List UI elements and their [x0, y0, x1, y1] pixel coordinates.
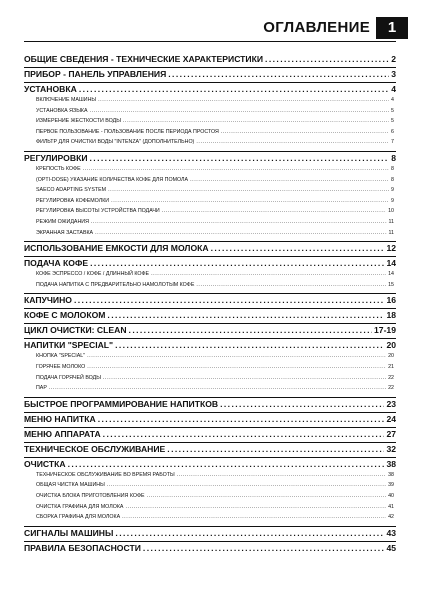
toc-entry-title: КОФЕ ЭСПРЕССО / КОФЕ / ДЛИННЫЙ КОФЕ	[36, 271, 150, 278]
toc-page-number: 9	[391, 187, 394, 194]
toc-page-number: 21	[388, 364, 394, 370]
toc-separator	[24, 256, 396, 257]
toc-entry-title: СБОРКА ГРАФИНА ДЛЯ МОЛОКА	[36, 514, 121, 521]
toc-page-number: 14	[386, 258, 396, 269]
toc-entry-title: ОБЩИЕ СВЕДЕНИЯ - ТЕХНИЧЕСКИЕ ХАРАКТЕРИСТИКИ	[24, 54, 264, 64]
toc-separator	[24, 526, 396, 527]
toc-page-number: 6	[391, 128, 394, 135]
toc-subentry[interactable]	[30, 384, 394, 392]
toc-leader-dots	[211, 243, 385, 254]
toc-entry[interactable]	[24, 84, 396, 95]
toc-leader-dots	[265, 54, 389, 65]
toc-page-number: 38	[388, 471, 394, 478]
toc-leader-dots	[129, 325, 372, 336]
toc-entry[interactable]	[24, 444, 396, 455]
toc-leader-dots	[190, 176, 389, 184]
toc-page-number: 2	[391, 54, 396, 64]
toc-subentry[interactable]	[30, 481, 394, 489]
toc-page-number: 40	[388, 493, 394, 499]
toc-leader-dots	[111, 197, 389, 205]
toc-subentry[interactable]	[30, 128, 394, 136]
toc-page-number: 23	[386, 398, 396, 409]
toc-subentry[interactable]	[30, 138, 394, 146]
toc-page-number: 8	[391, 176, 394, 183]
toc-subentry[interactable]	[30, 117, 394, 125]
toc-subentry[interactable]	[30, 107, 394, 115]
toc-entry-title: ПАР	[36, 385, 47, 392]
chapter-number-badge: 1	[376, 17, 408, 39]
toc-page-number: 11	[388, 219, 394, 225]
toc-entry[interactable]	[24, 414, 396, 425]
toc-leader-dots	[122, 513, 386, 521]
toc-leader-dots	[90, 258, 384, 269]
toc-leader-dots	[103, 374, 386, 382]
toc-entry[interactable]	[24, 325, 396, 336]
toc-separator	[24, 457, 396, 458]
toc-entry[interactable]	[24, 54, 396, 65]
toc-leader-dots	[83, 165, 389, 173]
toc-page-number: 18	[386, 310, 396, 321]
toc-page-number: 5	[391, 107, 394, 114]
toc-subentry[interactable]	[30, 352, 394, 360]
toc-subentry[interactable]	[30, 281, 394, 289]
toc-page-number: 22	[388, 374, 394, 381]
toc-entry-title: SAECO ADAPTING SYSTEM	[36, 187, 107, 194]
toc-page-number: 38	[386, 458, 396, 469]
toc-entry[interactable]	[24, 459, 396, 470]
toc-leader-dots	[98, 96, 389, 104]
toc-entry[interactable]	[24, 295, 396, 306]
toc-page-number: 15	[388, 281, 394, 288]
toc-subentry[interactable]	[30, 363, 394, 371]
toc-leader-dots	[49, 384, 386, 392]
toc-entry-title: ПОДАЧА ГОРЯЧЕЙ ВОДЫ	[36, 374, 101, 381]
toc-entry-title: РЕГУЛИРОВКИ	[24, 153, 88, 163]
toc-leader-dots	[90, 107, 390, 115]
toc-page-number: 8	[391, 153, 396, 163]
toc-entry[interactable]	[24, 243, 396, 254]
toc-leader-dots	[115, 340, 384, 351]
toc-entry-title: ЭКРАННАЯ ЗАСТАВКА	[36, 229, 94, 236]
toc-entry-title: ОЧИСТКА ГРАФИНА ДЛЯ МОЛОКА	[36, 503, 124, 510]
toc-subentry[interactable]	[30, 270, 394, 278]
toc-entry-title: КАПУЧИНО	[24, 295, 72, 306]
toc-entry-title: ОБЩАЯ ЧИСТКА МАШИНЫ	[36, 482, 105, 489]
toc-page-number: 17-19	[374, 325, 396, 336]
toc-page-number: 43	[386, 527, 396, 538]
toc-separator	[24, 397, 396, 398]
toc-entry-title: КРЕПОСТЬ КОФЕ	[36, 166, 81, 172]
toc-page-number: 16	[386, 295, 396, 306]
toc-leader-dots	[167, 444, 384, 455]
toc-leader-dots	[168, 69, 389, 80]
toc-leader-dots	[220, 399, 384, 410]
toc-separator	[24, 427, 396, 428]
toc-subentry[interactable]	[30, 197, 394, 205]
toc-entry-title: ИСПОЛЬЗОВАНИЕ ЕМКОСТИ ДЛЯ МОЛОКА	[24, 243, 209, 254]
toc-leader-dots	[125, 503, 386, 511]
toc-separator	[24, 293, 396, 294]
toc-entry-title: НАПИТКИ "SPECIAL"	[24, 340, 114, 351]
toc-subentry[interactable]	[30, 492, 394, 500]
toc-page-number: 7	[391, 139, 394, 146]
toc-separator	[24, 82, 396, 83]
toc-separator	[24, 412, 396, 413]
toc-separator	[24, 541, 396, 542]
toc-subentry[interactable]	[30, 471, 394, 479]
toc-leader-dots	[79, 84, 389, 95]
toc-page-number: 14	[388, 271, 394, 278]
toc-entry-title: РЕГУЛИРОВКА КОФЕМОЛКИ	[36, 197, 110, 204]
toc-subentry[interactable]	[30, 186, 394, 194]
toc-page-number: 45	[386, 542, 396, 553]
toc-leader-dots	[123, 117, 389, 125]
toc-entry[interactable]	[24, 310, 396, 321]
toc-leader-dots	[177, 471, 386, 479]
toc-entry-title: СИГНАЛЫ МАШИНЫ	[24, 527, 114, 538]
toc-entry-title: МЕНЮ НАПИТКА	[24, 413, 96, 424]
toc-page-number: 10	[388, 208, 394, 215]
toc-entry-title: ПОДАЧА НАПИТКА С ПРЕДВАРИТЕЛЬНО НАМОЛОТЫМ КОФЕ	[36, 281, 195, 288]
toc-leader-dots	[162, 207, 386, 215]
toc-separator	[24, 241, 396, 242]
toc-entry-title: КОФЕ С МОЛОКОМ	[24, 310, 106, 321]
toc-page-number: 27	[386, 428, 396, 439]
toc-leader-dots	[103, 429, 385, 440]
toc-subentry[interactable]	[30, 374, 394, 382]
toc-leader-dots	[95, 229, 386, 237]
toc-entry-title: ГОРЯЧЕЕ МОЛОКО	[36, 364, 86, 370]
toc-leader-dots	[107, 310, 384, 321]
toc-leader-dots	[74, 295, 384, 306]
toc-leader-dots	[107, 481, 386, 489]
toc-entry-title: УСТАНОВКА	[24, 84, 77, 94]
toc-entry-title: КНОПКА "SPECIAL"	[36, 353, 86, 360]
toc-entry-title: ИЗМЕРЕНИЕ ЖЕСТКОСТИ ВОДЫ	[36, 118, 121, 125]
toc-subentry[interactable]	[30, 176, 394, 184]
toc-entry-title: ПЕРВОЕ ПОЛЬЗОВАНИЕ - ПОЛЬЗОВАНИЕ ПОСЛЕ ПЕРИОДА ПРОСТОЯ	[36, 128, 219, 135]
toc-page-number: 20	[386, 340, 396, 351]
toc-separator	[24, 442, 396, 443]
toc-subentry[interactable]	[30, 218, 394, 226]
toc-leader-dots	[115, 528, 384, 539]
toc-entry-title: МЕНЮ АППАРАТА	[24, 428, 101, 439]
toc-entry-title: ТЕХНИЧЕСКОЕ ОБСЛУЖИВАНИЕ	[24, 443, 166, 454]
toc-leader-dots	[221, 128, 389, 136]
toc-entry-title: ВКЛЮЧЕНИЕ МАШИНЫ	[36, 97, 97, 103]
toc-subentry[interactable]	[30, 207, 394, 215]
toc-subentry[interactable]	[30, 513, 394, 521]
toc-leader-dots	[87, 352, 386, 360]
toc-entry-title: РЕГУЛИРОВКА ВЫСОТЫ УСТРОЙСТВА ПОДАЧИ	[36, 208, 160, 215]
toc-entry[interactable]	[24, 543, 396, 554]
toc-page-number: 12	[386, 243, 396, 254]
toc-leader-dots	[143, 543, 385, 554]
toc-page-number: 9	[391, 197, 394, 204]
toc-leader-dots	[98, 414, 385, 425]
toc-entry-title: ПОДАЧА КОФЕ	[24, 258, 89, 269]
toc-page-number: 4	[391, 84, 396, 94]
toc-entry-title: ТЕХНИЧЕСКОЕ ОБСЛУЖИВАНИЕ ВО ВРЕМЯ РАБОТЫ	[36, 471, 175, 478]
toc-entry[interactable]	[24, 429, 396, 440]
toc-page-number: 42	[388, 514, 394, 521]
toc-entry[interactable]	[24, 69, 396, 80]
toc-subentry[interactable]	[30, 503, 394, 511]
toc-separator	[24, 308, 396, 309]
toc-entry-title: ОЧИСТКА БЛОКА ПРИГОТОВЛЕНИЯ КОФЕ	[36, 493, 145, 499]
toc-leader-dots	[87, 363, 386, 371]
toc-entry[interactable]	[24, 340, 396, 351]
toc-entry-title: ПРАВИЛА БЕЗОПАСНОСТИ	[24, 542, 141, 553]
toc-leader-dots	[196, 281, 386, 289]
toc-subentry[interactable]	[30, 96, 394, 104]
toc-leader-dots	[91, 218, 387, 226]
toc-page-number: 20	[388, 353, 394, 360]
toc-page-number: 4	[391, 97, 394, 103]
toc-entry-title: ЦИКЛ ОЧИСТКИ: CLEAN	[24, 325, 127, 336]
toc-subentry[interactable]	[30, 229, 394, 237]
page-title: ОГЛАВЛЕНИЕ	[263, 19, 370, 36]
toc-page-number: 41	[388, 503, 394, 510]
toc-entry[interactable]	[24, 528, 396, 539]
toc-subentry[interactable]	[30, 165, 394, 173]
toc-entry-title: (OPTI-DOSE) УКАЗАНИЕ КОЛИЧЕСТВА КОФЕ ДЛЯ ПОМОЛА	[36, 176, 189, 183]
toc-leader-dots	[68, 459, 385, 470]
toc-leader-dots	[90, 153, 390, 164]
toc-entry[interactable]	[24, 399, 396, 410]
toc-page-number: 8	[391, 166, 394, 172]
page-header	[0, 17, 422, 39]
toc-entry-title: ФИЛЬТР ДЛЯ ОЧИСТКИ ВОДЫ "INTENZA" (ДОПОЛНИТЕЛЬНО)	[36, 139, 195, 146]
toc-page-number: 22	[388, 385, 394, 392]
toc-page-number: 3	[391, 69, 396, 79]
toc-leader-dots	[108, 186, 389, 194]
header-divider	[24, 41, 396, 42]
toc-entry-title: ПРИБОР - ПАНЕЛЬ УПРАВЛЕНИЯ	[24, 69, 167, 79]
toc-entry[interactable]	[24, 258, 396, 269]
toc-leader-dots	[196, 138, 389, 146]
toc-leader-dots	[151, 270, 386, 278]
toc-entry-title: УСТАНОВКА ЯЗЫКА	[36, 107, 88, 114]
toc-separator	[24, 151, 396, 152]
toc-leader-dots	[147, 492, 387, 500]
toc-page-number: 24	[386, 413, 396, 424]
toc-separator	[24, 67, 396, 68]
toc-separator	[24, 338, 396, 339]
toc-page-number: 32	[386, 443, 396, 454]
toc-page-number: 5	[391, 118, 394, 125]
toc-entry-title: ОЧИСТКА	[24, 458, 66, 469]
toc-entry-title: БЫСТРОЕ ПРОГРАММИРОВАНИЕ НАПИТКОВ	[24, 398, 219, 409]
toc-page-number: 11	[388, 229, 394, 236]
toc-entry-title: РЕЖИМ ОЖИДАНИЯ	[36, 219, 89, 225]
toc-entry[interactable]	[24, 153, 396, 164]
toc-page-number: 39	[388, 482, 394, 489]
toc-separator	[24, 323, 396, 324]
